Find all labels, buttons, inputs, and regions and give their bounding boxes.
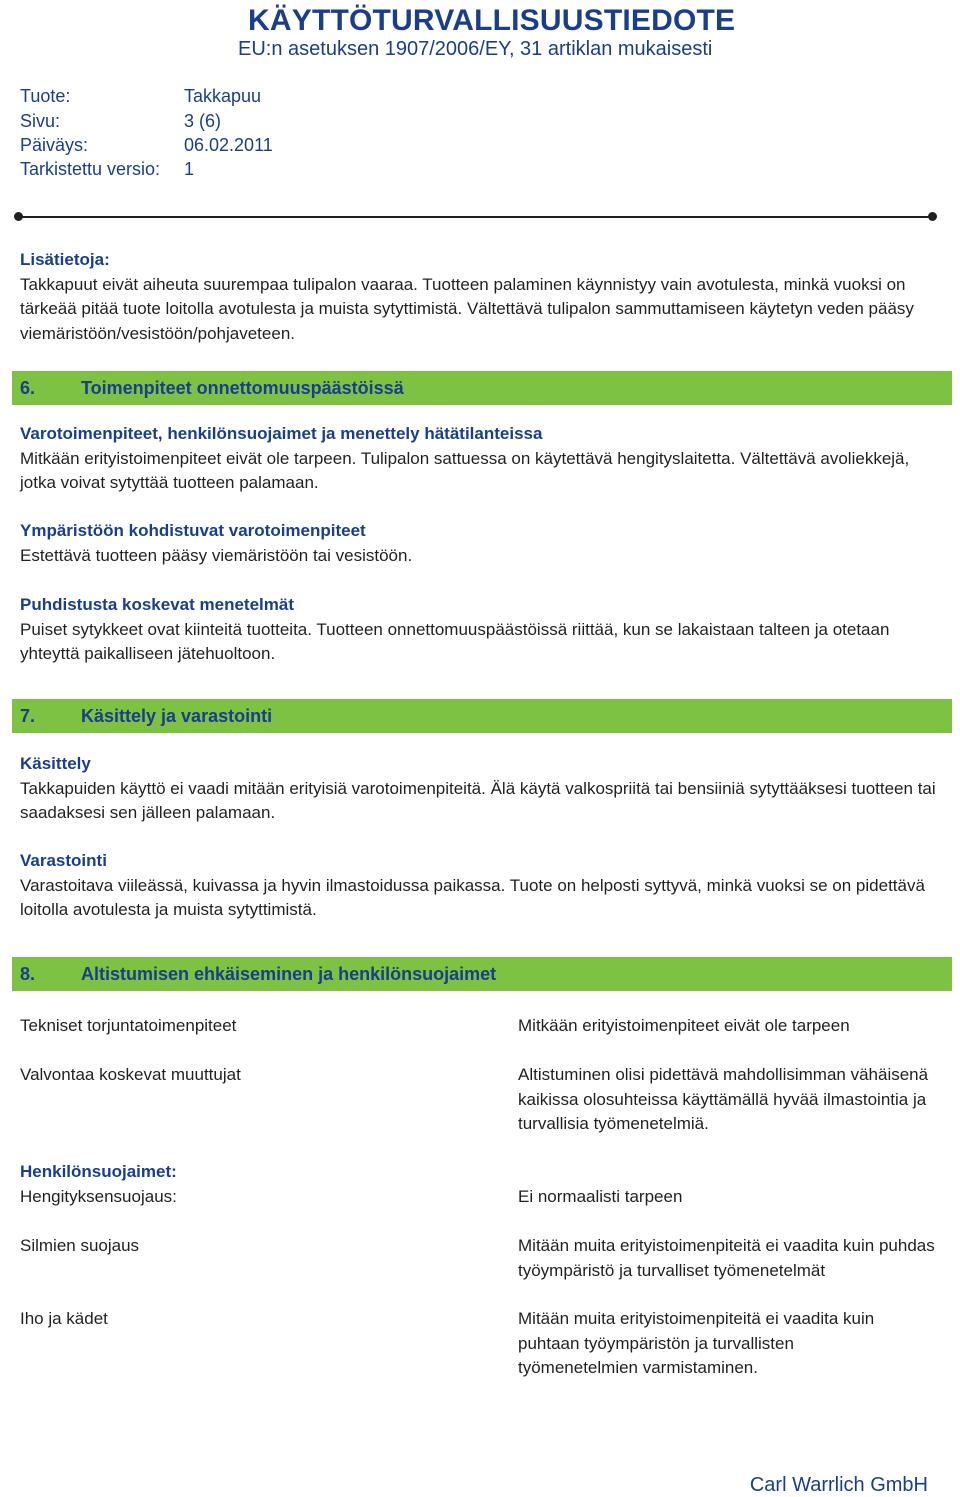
section-6-block-3 — [20, 593, 945, 667]
section-title: Käsittely ja varastointi — [81, 706, 273, 726]
section-6-block-2 — [20, 519, 945, 568]
block-text: Takkapuiden käyttö ei vaadi mitään erityisiä varotoimenpiteitä. Älä käytä valkospriitä tai bensiiniä sytyttääksesi tuotteen tai saadaksesi sen jälleen palamaan. — [20, 778, 936, 822]
section-number: 6. — [20, 378, 36, 398]
section-title: Toimenpiteet onnettomuuspäästöissä — [81, 378, 404, 398]
meta-row-product — [20, 86, 261, 107]
row-value: Altistuminen olisi pidettävä mahdollisimman vähäisenä kaikissa olosuhteissa käyttämällä hyvää ilmastointia ja turvallisia työmenetelmiä. — [518, 1065, 929, 1133]
meta-label: Tuote: — [20, 86, 71, 106]
row-value: Mitään muita erityistoimenpiteitä ei vaadita kuin puhdas työympäristö ja turvalliset työmenetelmät — [518, 1236, 935, 1280]
section-8-bar — [12, 957, 952, 991]
row-label: Hengityksensuojaus: — [20, 1187, 177, 1206]
meta-value: Takkapuu — [184, 86, 262, 106]
block-text: Mitkään erityistoimenpiteet eivät ole tarpeen. Tulipalon sattuessa on käytettävä hengityslaitetta. Vältettävä avoliekkejä, jotka voivat sytyttää tuotteen palamaan. — [20, 448, 910, 492]
block-text: Varastoitava viileässä, kuivassa ja hyvin ilmastoidussa paikassa. Tuote on helposti syttyvä, minkä vuoksi se on pidettävä loitolla avotulesta ja muista sytyttimistä. — [20, 875, 925, 919]
meta-value: 3 (6) — [184, 111, 222, 131]
row-value: Ei normaalisti tarpeen — [518, 1187, 683, 1206]
additional-info — [20, 248, 945, 346]
block-text: Puiset sytykkeet ovat kiinteitä tuotteita. Tuotteen onnettomuuspäästöissä riittää, kun se lakaistaan talteen ja otetaan yhteyttä paikalliseen jätehuoltoon. — [20, 619, 890, 663]
meta-row-page — [20, 111, 221, 132]
meta-label: Päiväys: — [20, 135, 89, 155]
section-title: Altistumisen ehkäiseminen ja henkilönsuojaimet — [81, 964, 497, 984]
section-7-block-1 — [20, 752, 945, 826]
section-6-block-1 — [20, 422, 945, 496]
meta-row-version — [20, 159, 194, 180]
row-value: Mitään muita erityistoimenpiteitä ei vaadita kuin puhtaan työympäristön ja turvallisten työmenetelmien varmistaminen. — [518, 1309, 875, 1377]
row-label: Tekniset torjuntatoimenpiteet — [20, 1016, 237, 1035]
section-6-bar — [12, 371, 952, 405]
document-subtitle: EU:n asetuksen 1907/2006/EY, 31 artiklan mukaisesti — [238, 38, 713, 60]
section-number: 8. — [20, 964, 36, 984]
block-heading: Varotoimenpiteet, henkilönsuojaimet ja menettely hätätilanteissa — [20, 424, 543, 443]
additional-info-text: Takkapuut eivät aiheuta suurempaa tulipalon vaaraa. Tuotteen palaminen käynnistyy vain avotulesta, minkä vuoksi on tärkeää pitää tuote loitolla avotulesta ja muista sytyttimistä. Vältettävä tulipalon sammuttamiseen käytetyn veden pääsy viemäristöön/vesistöön/pohjaveteen. — [20, 274, 914, 343]
meta-label: Tarkistettu versio: — [20, 159, 161, 179]
block-heading: Käsittely — [20, 754, 91, 773]
section-number: 7. — [20, 706, 36, 726]
section-7-block-2 — [20, 849, 945, 923]
additional-info-heading: Lisätietoja: — [20, 250, 110, 269]
block-heading: Varastointi — [20, 851, 107, 870]
meta-value: 1 — [184, 159, 195, 179]
block-text: Estettävä tuotteen pääsy viemäristöön tai vesistöön. — [20, 545, 413, 565]
header-divider — [20, 216, 932, 218]
row-value: Mitkään erityistoimenpiteet eivät ole tarpeen — [518, 1016, 850, 1035]
personal-protection-heading: Henkilönsuojaimet: — [20, 1162, 177, 1181]
block-heading: Ympäristöön kohdistuvat varotoimenpiteet — [20, 521, 366, 540]
company-name: Carl Warrlich GmbH — [749, 1474, 928, 1496]
row-label: Iho ja kädet — [20, 1309, 108, 1328]
block-heading: Puhdistusta koskevat menetelmät — [20, 595, 294, 614]
rule-end-dot — [928, 212, 937, 221]
row-label: Valvontaa koskevat muuttujat — [20, 1065, 241, 1084]
section-7-bar — [12, 699, 952, 733]
meta-value: 06.02.2011 — [184, 135, 273, 155]
meta-row-date — [20, 135, 273, 156]
document-title: KÄYTTÖTURVALLISUUSTIEDOTE — [248, 4, 736, 37]
meta-label: Sivu: — [20, 111, 61, 131]
row-label: Silmien suojaus — [20, 1236, 140, 1255]
